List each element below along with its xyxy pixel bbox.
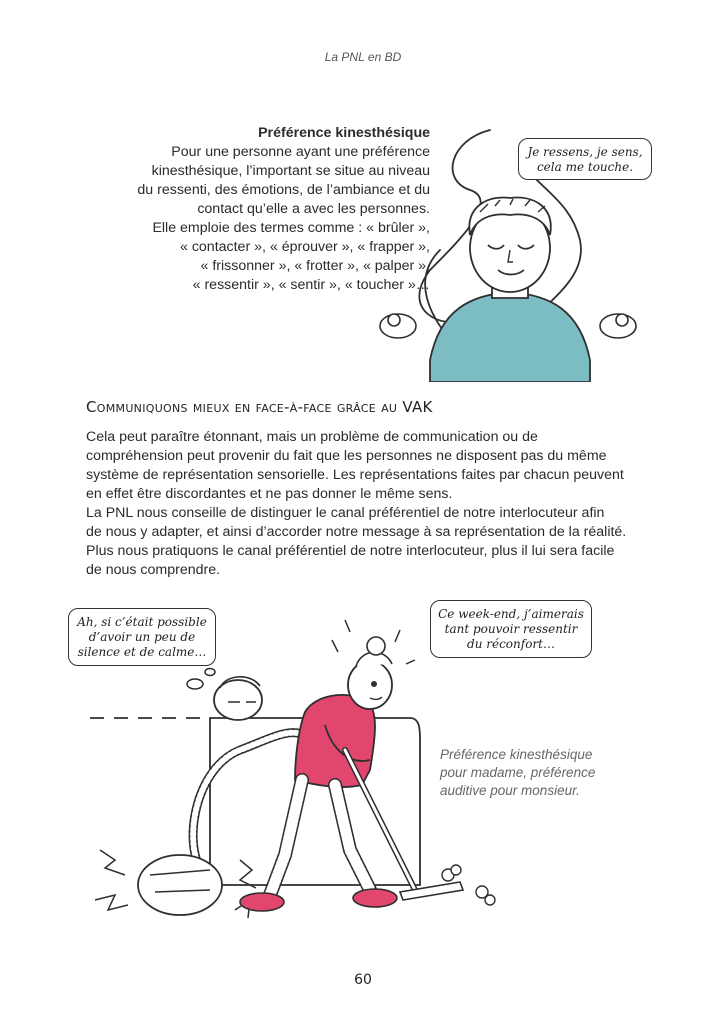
woman-head: [348, 661, 392, 709]
slipper: [240, 893, 284, 911]
vacuum-body: [138, 855, 222, 915]
bubble-line: tant pouvoir ressentir: [444, 622, 578, 636]
bubble-line: d’avoir un peu de: [88, 630, 196, 644]
preference-line: kinesthésique, l’important se situe au niveau: [151, 163, 430, 179]
bubble-line: du réconfort…: [467, 637, 555, 651]
body-line: de nous comprendre.: [86, 562, 221, 578]
preference-line: « ressentir », « sentir », « toucher »…: [192, 277, 430, 293]
body-paragraph: [86, 428, 642, 580]
preference-line: Elle emploie des termes comme : « brûler »,: [152, 220, 430, 236]
preference-line: contact qu’elle a avec les personnes.: [197, 201, 430, 217]
body-line: Cela peut paraître étonnant, mais un problème de communication ou de: [86, 429, 538, 445]
body-line: en effet être discordantes et ne pas donner le même sens.: [86, 486, 453, 502]
bubble-line: cela me touche.: [536, 160, 634, 174]
slipper: [353, 889, 397, 907]
preference-line: du ressenti, des émotions, de l’ambiance et du: [137, 182, 430, 198]
speech-bubble-kinesthetic: [518, 138, 652, 180]
shirt: [430, 292, 590, 382]
body-line: Plus nous pratiquons le canal préférentiel de notre interlocuteur, plus il lui sera facile: [86, 543, 615, 559]
body-line: La PNL nous conseille de distinguer le canal préférentiel de notre interlocuteur afin: [86, 505, 605, 521]
speech-bubble-man: [68, 608, 216, 666]
page-number: 60: [354, 972, 372, 988]
body-line: système de représentation sensorielle. Les représentations faites par chacun peuvent: [86, 467, 624, 483]
caption-line: auditive pour monsieur.: [440, 783, 580, 798]
body-line: compréhension peut provenir du fait que les personnes ne disposent pas du même: [86, 448, 607, 464]
caption-line: Préférence kinesthésique: [440, 747, 593, 762]
preference-line: Pour une personne ayant une préférence: [171, 144, 430, 160]
speech-bubble-woman: [430, 600, 592, 658]
illustration-caption: [440, 746, 640, 800]
bubble-line: Ah, si c’était possible: [77, 615, 207, 629]
bubble-line: Ce week-end, j’aimerais: [438, 607, 584, 621]
section-title: Communiquons mieux en face-à-face grâce au VAK: [86, 398, 433, 416]
preference-title: Préférence kinesthésique: [258, 125, 430, 141]
running-header: La PNL en BD: [324, 50, 402, 64]
preference-line: « frissonner », « frotter », « palper »,: [200, 258, 430, 274]
caption-line: pour madame, préférence: [440, 765, 596, 780]
bubble-line: Je ressens, je sens,: [527, 145, 643, 159]
body-line: de nous y adapter, et ainsi d’accorder notre message à sa représentation de la réalité.: [86, 524, 627, 540]
preference-line: « contacter », « éprouver », « frapper »,: [179, 239, 430, 255]
bubble-line: silence et de calme…: [77, 645, 207, 659]
